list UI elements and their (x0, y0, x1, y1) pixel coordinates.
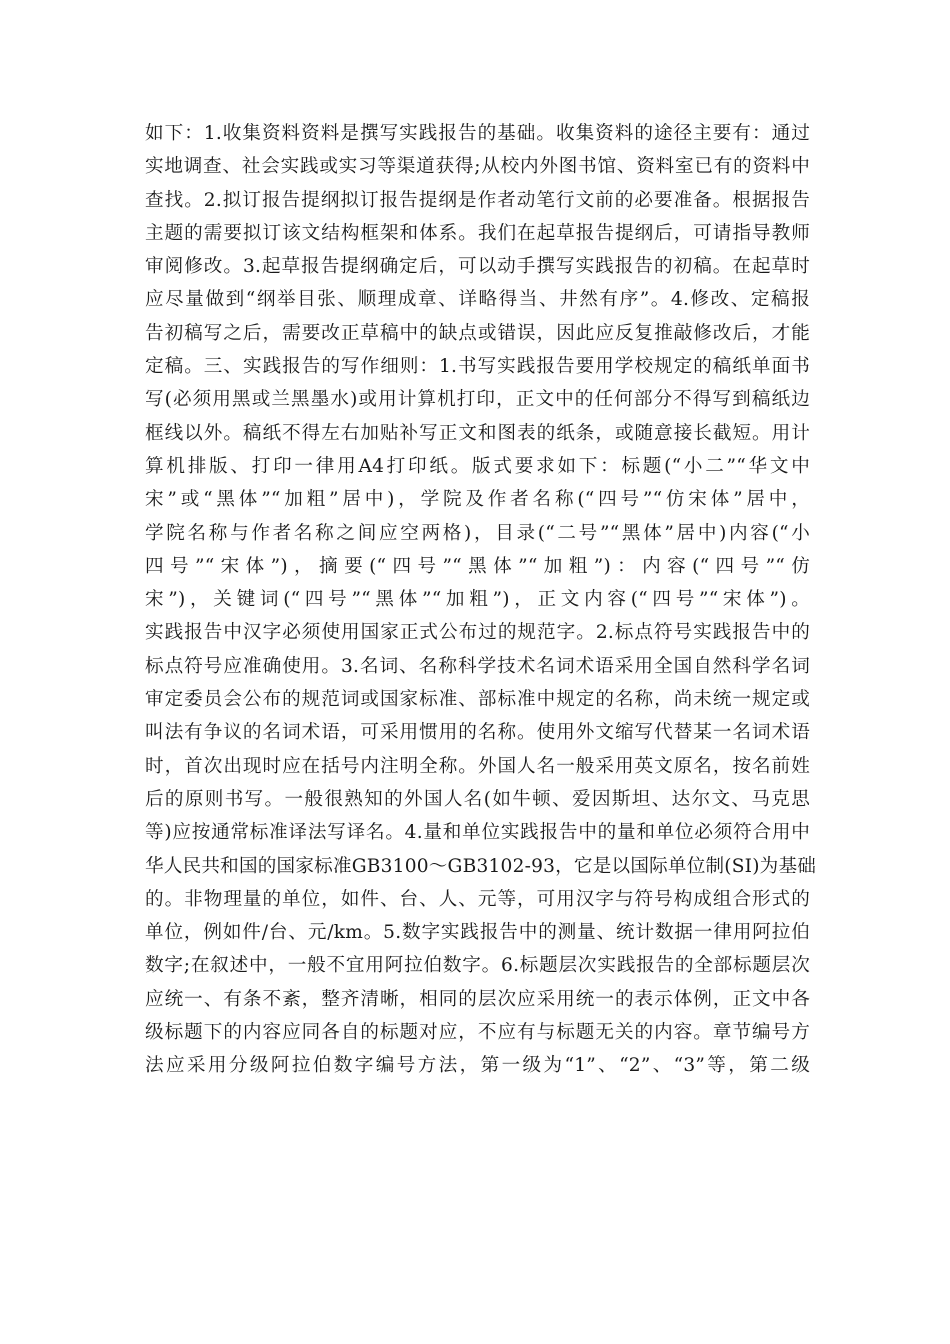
text-line: 应统一、有条不紊，整齐清晰，相同的层次应采用统一的表示体例，正文中各 (145, 988, 810, 1010)
text-line: 如下：1.收集资料资料是撰写实践报告的基础。收集资料的途径主要有：通过 (145, 123, 810, 144)
text-line: 实践报告中汉字必须使用国家正式公布过的规范字。2.标点符号实践报告中的 (145, 622, 810, 644)
text-line: 时，首次出现时应在括号内注明全称。外国人名一般采用英文原名，按名前姓 (145, 755, 810, 777)
text-line: 级标题下的内容应同各自的标题对应，不应有与标题无关的内容。章节编号方 (145, 1022, 810, 1044)
text-line: 宋”或“黑体”“加粗”居中)，学院及作者名称(“四号”“仿宋体”居中， (145, 489, 810, 511)
text-line: 后的原则书写。一般很熟知的外国人名(如牛顿、爱因斯坦、达尔文、马克思 (145, 788, 810, 810)
text-line: 查找。2.拟订报告提纲拟订报告提纲是作者动笔行文前的必要准备。根据报告 (145, 189, 810, 211)
body-paragraph (145, 117, 817, 1083)
text-line: 告初稿写之后，需要改正草稿中的缺点或错误，因此应反复推敲修改后，才能 (145, 322, 810, 344)
text-line: 等)应按通常标准译法写译名。4.量和单位实践报告中的量和单位必须符合用中 (145, 822, 810, 844)
text-line: 应尽量做到“纲举目张、顺理成章、详略得当、井然有序”。4.修改、定稿报 (145, 289, 810, 311)
text-line: 法应采用分级阿拉伯数字编号方法，第一级为“1”、“2”、“3”等，第二级 (145, 1055, 810, 1077)
text-line: 定稿。三、实践报告的写作细则：1.书写实践报告要用学校规定的稿纸单面书 (145, 356, 810, 378)
text-line: 框线以外。稿纸不得左右加贴补写正文和图表的纸条，或随意接长截短。用计 (145, 422, 810, 444)
text-line: 写(必须用黑或兰黑墨水)或用计算机打印，正文中的任何部分不得写到稿纸边 (145, 389, 810, 411)
text-line: 的。非物理量的单位，如件、台、人、元等，可用汉字与符号构成组合形式的 (145, 888, 810, 910)
text-line: 标点符号应准确使用。3.名词、名称科学技术名词术语采用全国自然科学名词 (145, 655, 810, 677)
text-line: 宋”)，关键词(“四号”“黑体”“加粗”)，正文内容(“四号”“宋体”)。 (145, 589, 810, 611)
text-line: 学院名称与作者名称之间应空两格)，目录(“二号”“黑体”居中)内容(“小 (145, 522, 810, 544)
text-line: 数字;在叙述中，一般不宜用阿拉伯数字。6.标题层次实践报告的全部标题层次 (145, 955, 810, 977)
text-line: 单位，例如件/台、元/km。5.数字实践报告中的测量、统计数据一律用阿拉伯 (145, 922, 810, 944)
text-line: 四号”“宋体”)，摘要(“四号”“黑体”“加粗”)：内容(“四号”“仿 (145, 555, 810, 577)
text-line: 叫法有争议的名词术语，可采用惯用的名称。使用外文缩写代替某一名词术语 (145, 722, 810, 744)
text-line: 审定委员会公布的规范词或国家标准、部标准中规定的名称，尚未统一规定或 (145, 689, 810, 711)
text-line: 审阅修改。3.起草报告提纲确定后，可以动手撰写实践报告的初稿。在起草时 (145, 256, 810, 278)
text-line: 华人民共和国的国家标准GB3100～GB3102-93，它是以国际单位制(SI)为基础 (145, 855, 817, 877)
text-line: 主题的需要拟订该文结构框架和体系。我们在起草报告提纲后，可请指导教师 (145, 222, 810, 244)
text-line: 算机排版、打印一律用A4打印纸。版式要求如下：标题(“小二”“华文中 (145, 455, 810, 477)
text-line: 实地调查、社会实践或实习等渠道获得;从校内外图书馆、资料室已有的资料中 (145, 156, 810, 178)
